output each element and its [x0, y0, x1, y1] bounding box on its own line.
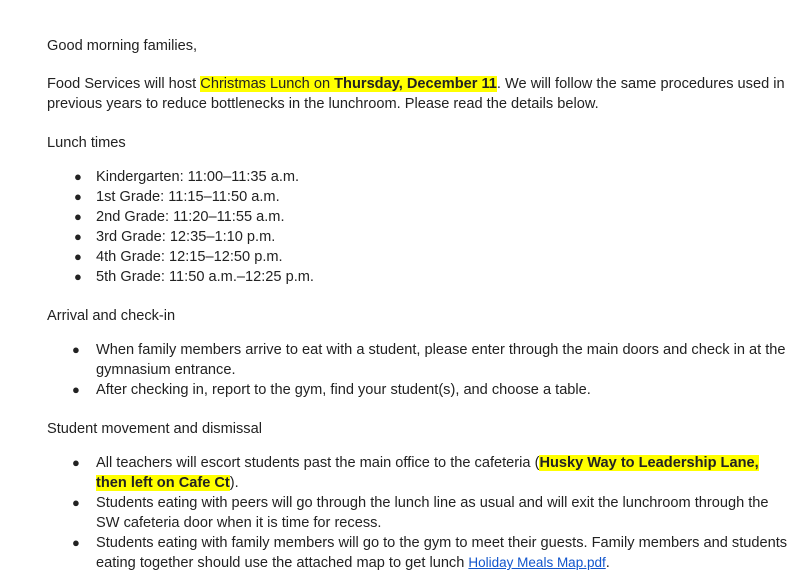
- list-item: ● Students eating with peers will go through the lunch line as usual and will exit the lunchroom through the SW cafeteria door when it is time for recess.: [72, 495, 769, 531]
- greeting: Good morning families,: [47, 38, 198, 54]
- bullet-icon: ●: [74, 189, 82, 204]
- list-item: ● 5th Grade: 11:50 a.m.–12:25 p.m.: [74, 269, 314, 285]
- document-body: [47, 36, 792, 573]
- arrival-heading: Arrival and check-in: [47, 308, 176, 324]
- lunch-times-heading: Lunch times: [47, 135, 126, 151]
- lunch-times-list: [47, 167, 792, 287]
- list-item: ● 4th Grade: 12:15–12:50 p.m.: [74, 249, 283, 265]
- list-item: ● All teachers will escort students past the main office to the cafeteria (Husky Way to Leadership Lane, then left on Cafe Ct).: [72, 455, 759, 491]
- bullet-icon: ●: [74, 229, 82, 244]
- list-item: ● 2nd Grade: 11:20–11:55 a.m.: [74, 209, 285, 225]
- bullet-icon: ●: [72, 342, 80, 357]
- bullet-icon: ●: [72, 535, 80, 550]
- bullet-icon: ●: [74, 249, 82, 264]
- list-item: ● When family members arrive to eat with a student, please enter through the main doors and check in at the gymnasium entrance.: [72, 342, 786, 378]
- bullet-icon: ●: [72, 455, 80, 470]
- arrival-list: [47, 340, 792, 400]
- list-item: ● 3rd Grade: 12:35–1:10 p.m.: [74, 229, 276, 245]
- bullet-icon: ●: [74, 169, 82, 184]
- map-pdf-link[interactable]: Holiday Meals Map.pdf: [468, 555, 606, 570]
- list-item: ● Kindergarten: 11:00–11:35 a.m.: [74, 169, 300, 185]
- intro-rest: . We will follow the same procedures used in previous years to reduce bottlenecks in the lunchroom. Please read the details below.: [47, 76, 785, 112]
- bullet-icon: ●: [74, 209, 82, 224]
- bullet-icon: ●: [72, 495, 80, 510]
- intro-lead: Food Services will host: [47, 76, 201, 92]
- intro-paragraph: [47, 74, 792, 114]
- list-item: ● After checking in, report to the gym, find your student(s), and choose a table.: [72, 382, 591, 398]
- movement-heading: Student movement and dismissal: [47, 421, 262, 437]
- movement-list: [47, 453, 792, 573]
- list-item: ● Students eating with family members will go to the gym to meet their guests. Family members and students eating together should use the attached map to get lunch Holiday Meals Map.pdf.: [72, 535, 788, 571]
- route-highlight: Husky Way to Leadership Lane, then left on Cafe Ct: [96, 455, 759, 491]
- event-date: Thursday, December 11: [334, 76, 497, 92]
- event-highlight: Christmas Lunch on Thursday, December 11: [200, 76, 497, 92]
- bullet-icon: ●: [72, 382, 80, 397]
- list-item: ● 1st Grade: 11:15–11:50 a.m.: [74, 189, 280, 205]
- bullet-icon: ●: [74, 269, 82, 284]
